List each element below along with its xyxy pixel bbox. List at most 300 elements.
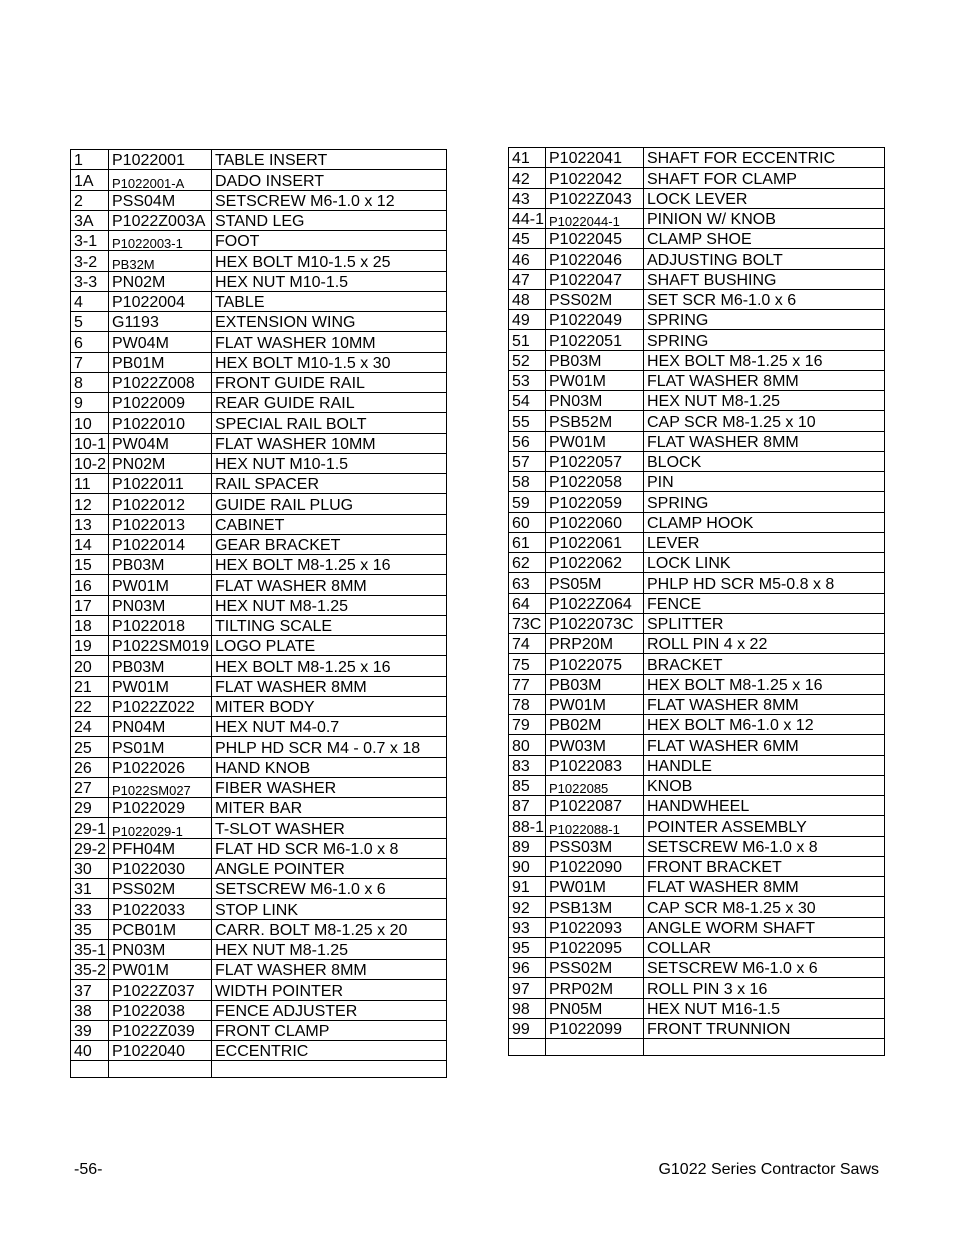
description-cell: STAND LEG xyxy=(212,210,447,230)
part-number-cell: P1022029-1 xyxy=(109,818,212,838)
empty-cell xyxy=(71,1061,109,1078)
table-row xyxy=(71,676,447,696)
table-row xyxy=(71,980,447,1000)
table-row xyxy=(71,271,447,291)
ref-number-cell: 56 xyxy=(509,431,546,451)
ref-number-cell: 40 xyxy=(71,1041,109,1061)
part-number-cell: P1022014 xyxy=(109,534,212,554)
description-cell: T-SLOT WASHER xyxy=(212,818,447,838)
ref-number-cell: 15 xyxy=(71,555,109,575)
part-number-cell: P1022026 xyxy=(109,757,212,777)
table-row xyxy=(71,899,447,919)
description-cell: BLOCK xyxy=(644,451,885,471)
table-row xyxy=(509,350,885,370)
table-row xyxy=(71,636,447,656)
table-row xyxy=(509,836,885,856)
ref-number-cell: 90 xyxy=(509,856,546,876)
part-number-cell: PSB13M xyxy=(546,897,644,917)
description-cell: PINION W/ KNOB xyxy=(644,208,885,228)
part-number-cell: PN02M xyxy=(109,271,212,291)
ref-number-cell: 24 xyxy=(71,717,109,737)
part-number-cell: P1022099 xyxy=(546,1018,644,1038)
table-row xyxy=(509,532,885,552)
description-cell: HEX NUT M8-1.25 xyxy=(212,595,447,615)
part-number-cell: PN05M xyxy=(546,998,644,1018)
part-number-cell: P1022Z043 xyxy=(546,188,644,208)
part-number-cell: P1022010 xyxy=(109,413,212,433)
part-number-cell: PW01M xyxy=(546,370,644,390)
table-row xyxy=(71,312,447,332)
ref-number-cell: 18 xyxy=(71,615,109,635)
table-row xyxy=(71,170,447,190)
description-cell: SHAFT FOR ECCENTRIC xyxy=(644,148,885,168)
table-row xyxy=(71,1041,447,1061)
part-number-cell: P1022046 xyxy=(546,249,644,269)
table-row xyxy=(509,249,885,269)
description-cell: FLAT WASHER 10MM xyxy=(212,332,447,352)
part-number-cell: G1193 xyxy=(109,312,212,332)
description-cell: HEX BOLT M10-1.5 x 25 xyxy=(212,251,447,271)
description-cell: HEX BOLT M8-1.25 x 16 xyxy=(644,674,885,694)
ref-number-cell: 59 xyxy=(509,492,546,512)
empty-cell xyxy=(509,1039,546,1056)
part-number-cell: P1022038 xyxy=(109,1000,212,1020)
table-row xyxy=(71,757,447,777)
table-row xyxy=(71,1000,447,1020)
part-number-cell: P1022009 xyxy=(109,393,212,413)
part-number-cell: P1022041 xyxy=(546,148,644,168)
description-cell: POINTER ASSEMBLY xyxy=(644,816,885,836)
description-cell: SET SCR M6-1.0 x 6 xyxy=(644,289,885,309)
part-number-cell: PSS03M xyxy=(546,836,644,856)
ref-number-cell: 6 xyxy=(71,332,109,352)
description-cell: FLAT WASHER 8MM xyxy=(212,676,447,696)
ref-number-cell: 77 xyxy=(509,674,546,694)
ref-number-cell: 20 xyxy=(71,656,109,676)
ref-number-cell: 79 xyxy=(509,715,546,735)
part-number-cell: P1022003-1 xyxy=(109,231,212,251)
ref-number-cell: 47 xyxy=(509,269,546,289)
description-cell: SETSCREW M6-1.0 x 8 xyxy=(644,836,885,856)
description-cell: MITER BODY xyxy=(212,696,447,716)
description-cell: FLAT WASHER 8MM xyxy=(212,575,447,595)
part-number-cell: P1022059 xyxy=(546,492,644,512)
ref-number-cell: 60 xyxy=(509,512,546,532)
description-cell: FOOT xyxy=(212,231,447,251)
table-row xyxy=(71,960,447,980)
part-number-cell: P1022011 xyxy=(109,474,212,494)
part-number-cell: PW03M xyxy=(546,735,644,755)
part-number-cell: P1022060 xyxy=(546,512,644,532)
ref-number-cell: 64 xyxy=(509,593,546,613)
ref-number-cell: 26 xyxy=(71,757,109,777)
description-cell: HEX NUT M10-1.5 xyxy=(212,271,447,291)
part-number-cell: P1022045 xyxy=(546,229,644,249)
description-cell: FLAT WASHER 8MM xyxy=(644,877,885,897)
part-number-cell: P1022018 xyxy=(109,615,212,635)
part-number-cell: P1022013 xyxy=(109,514,212,534)
description-cell: HEX NUT M8-1.25 xyxy=(212,939,447,959)
part-number-cell: PN03M xyxy=(546,391,644,411)
part-number-cell: P1022062 xyxy=(546,553,644,573)
ref-number-cell: 46 xyxy=(509,249,546,269)
part-number-cell: P1022012 xyxy=(109,494,212,514)
empty-cell xyxy=(546,1039,644,1056)
ref-number-cell: 3-1 xyxy=(71,231,109,251)
ref-number-cell: 57 xyxy=(509,451,546,471)
table-row xyxy=(509,1018,885,1038)
description-cell: SPRING xyxy=(644,330,885,350)
description-cell: RAIL SPACER xyxy=(212,474,447,494)
table-row xyxy=(71,858,447,878)
description-cell: CARR. BOLT M8-1.25 x 20 xyxy=(212,919,447,939)
description-cell: CLAMP HOOK xyxy=(644,512,885,532)
table-row xyxy=(71,372,447,392)
ref-number-cell: 58 xyxy=(509,472,546,492)
description-cell: HAND KNOB xyxy=(212,757,447,777)
ref-number-cell: 9 xyxy=(71,393,109,413)
table-row xyxy=(509,634,885,654)
part-number-cell: P1022033 xyxy=(109,899,212,919)
description-cell: BRACKET xyxy=(644,654,885,674)
ref-number-cell: 92 xyxy=(509,897,546,917)
table-row xyxy=(509,492,885,512)
table-row xyxy=(71,352,447,372)
ref-number-cell: 99 xyxy=(509,1018,546,1038)
table-row xyxy=(71,150,447,170)
parts-list-table-right xyxy=(508,147,885,1056)
ref-number-cell: 78 xyxy=(509,694,546,714)
description-cell: KNOB xyxy=(644,775,885,795)
description-cell: STOP LINK xyxy=(212,899,447,919)
part-number-cell: P1022Z039 xyxy=(109,1020,212,1040)
part-number-cell: P1022040 xyxy=(109,1041,212,1061)
ref-number-cell: 83 xyxy=(509,755,546,775)
part-number-cell: P1022004 xyxy=(109,291,212,311)
description-cell: ANGLE POINTER xyxy=(212,858,447,878)
part-number-cell: PW04M xyxy=(109,332,212,352)
description-cell: ANGLE WORM SHAFT xyxy=(644,917,885,937)
ref-number-cell: 89 xyxy=(509,836,546,856)
ref-number-cell: 27 xyxy=(71,777,109,797)
document-title: G1022 Series Contractor Saws xyxy=(658,1161,879,1178)
part-number-cell: P1022Z022 xyxy=(109,696,212,716)
description-cell: PIN xyxy=(644,472,885,492)
description-cell: EXTENSION WING xyxy=(212,312,447,332)
description-cell: HEX BOLT M8-1.25 x 16 xyxy=(212,656,447,676)
part-number-cell: P1022042 xyxy=(546,168,644,188)
part-number-cell: P1022057 xyxy=(546,451,644,471)
part-number-cell: PS01M xyxy=(109,737,212,757)
ref-number-cell: 51 xyxy=(509,330,546,350)
description-cell: LOGO PLATE xyxy=(212,636,447,656)
ref-number-cell: 91 xyxy=(509,877,546,897)
part-number-cell: P1022075 xyxy=(546,654,644,674)
part-number-cell: P1022073C xyxy=(546,613,644,633)
part-number-cell: PSS02M xyxy=(546,289,644,309)
part-number-cell: P1022058 xyxy=(546,472,644,492)
table-row xyxy=(509,897,885,917)
description-cell: MITER BAR xyxy=(212,798,447,818)
ref-number-cell: 10 xyxy=(71,413,109,433)
part-number-cell: PSS02M xyxy=(546,958,644,978)
table-row xyxy=(71,1020,447,1040)
part-number-cell: P1022049 xyxy=(546,310,644,330)
ref-number-cell: 19 xyxy=(71,636,109,656)
ref-number-cell: 55 xyxy=(509,411,546,431)
ref-number-cell: 61 xyxy=(509,532,546,552)
ref-number-cell: 21 xyxy=(71,676,109,696)
ref-number-cell: 85 xyxy=(509,775,546,795)
table-row xyxy=(71,474,447,494)
ref-number-cell: 10-1 xyxy=(71,433,109,453)
description-cell: HEX NUT M16-1.5 xyxy=(644,998,885,1018)
part-number-cell: PSS04M xyxy=(109,190,212,210)
description-cell: GEAR BRACKET xyxy=(212,534,447,554)
description-cell: FIBER WASHER xyxy=(212,777,447,797)
ref-number-cell: 17 xyxy=(71,595,109,615)
description-cell: FLAT HD SCR M6-1.0 x 8 xyxy=(212,838,447,858)
table-row xyxy=(71,332,447,352)
part-number-cell: P1022093 xyxy=(546,917,644,937)
part-number-cell: PB01M xyxy=(109,352,212,372)
part-number-cell: P1022029 xyxy=(109,798,212,818)
part-number-cell: PN03M xyxy=(109,939,212,959)
table-row xyxy=(509,978,885,998)
description-cell: FENCE ADJUSTER xyxy=(212,1000,447,1020)
ref-number-cell: 35-2 xyxy=(71,960,109,980)
ref-number-cell: 3-3 xyxy=(71,271,109,291)
part-number-cell: PCB01M xyxy=(109,919,212,939)
description-cell: HEX BOLT M8-1.25 x 16 xyxy=(212,555,447,575)
part-number-cell: P1022Z008 xyxy=(109,372,212,392)
description-cell: ROLL PIN 3 x 16 xyxy=(644,978,885,998)
description-cell: LOCK LEVER xyxy=(644,188,885,208)
part-number-cell: P1022051 xyxy=(546,330,644,350)
ref-number-cell: 13 xyxy=(71,514,109,534)
description-cell: WIDTH POINTER xyxy=(212,980,447,1000)
table-row xyxy=(509,816,885,836)
table-row xyxy=(509,431,885,451)
description-cell: CABINET xyxy=(212,514,447,534)
table-row xyxy=(71,777,447,797)
ref-number-cell: 63 xyxy=(509,573,546,593)
ref-number-cell: 14 xyxy=(71,534,109,554)
description-cell: SHAFT BUSHING xyxy=(644,269,885,289)
parts-list-table-left xyxy=(70,149,447,1078)
description-cell: SPECIAL RAIL BOLT xyxy=(212,413,447,433)
ref-number-cell: 62 xyxy=(509,553,546,573)
table-row xyxy=(71,291,447,311)
table-row xyxy=(509,451,885,471)
table-row xyxy=(71,494,447,514)
ref-number-cell: 43 xyxy=(509,188,546,208)
table-row xyxy=(71,453,447,473)
ref-number-cell: 11 xyxy=(71,474,109,494)
table-row xyxy=(509,715,885,735)
ref-number-cell: 53 xyxy=(509,370,546,390)
description-cell: HEX NUT M8-1.25 xyxy=(644,391,885,411)
ref-number-cell: 10-2 xyxy=(71,453,109,473)
part-number-cell: PFH04M xyxy=(109,838,212,858)
part-number-cell: P1022001-A xyxy=(109,170,212,190)
part-number-cell: P1022090 xyxy=(546,856,644,876)
ref-number-cell: 98 xyxy=(509,998,546,1018)
table-row xyxy=(71,231,447,251)
description-cell: FLAT WASHER 8MM xyxy=(644,431,885,451)
ref-number-cell: 3A xyxy=(71,210,109,230)
ref-number-cell: 49 xyxy=(509,310,546,330)
ref-number-cell: 30 xyxy=(71,858,109,878)
ref-number-cell: 80 xyxy=(509,735,546,755)
table-row xyxy=(509,512,885,532)
table-row xyxy=(509,391,885,411)
description-cell: HANDWHEEL xyxy=(644,796,885,816)
table-row xyxy=(509,613,885,633)
description-cell: CAP SCR M8-1.25 x 30 xyxy=(644,897,885,917)
table-row xyxy=(509,796,885,816)
description-cell: FRONT CLAMP xyxy=(212,1020,447,1040)
table-row xyxy=(71,919,447,939)
ref-number-cell: 31 xyxy=(71,879,109,899)
part-number-cell: P1022083 xyxy=(546,755,644,775)
ref-number-cell: 87 xyxy=(509,796,546,816)
description-cell: REAR GUIDE RAIL xyxy=(212,393,447,413)
part-number-cell: PSB52M xyxy=(546,411,644,431)
table-row xyxy=(71,210,447,230)
part-number-cell: PSS02M xyxy=(109,879,212,899)
part-number-cell: P1022088-1 xyxy=(546,816,644,836)
ref-number-cell: 2 xyxy=(71,190,109,210)
part-number-cell: P1022SM019 xyxy=(109,636,212,656)
description-cell: ADJUSTING BOLT xyxy=(644,249,885,269)
table-row xyxy=(509,553,885,573)
part-number-cell: PW01M xyxy=(546,431,644,451)
description-cell: ECCENTRIC xyxy=(212,1041,447,1061)
table-row xyxy=(71,393,447,413)
description-cell: FRONT TRUNNION xyxy=(644,1018,885,1038)
table-row xyxy=(509,148,885,168)
table-row xyxy=(509,310,885,330)
ref-number-cell: 96 xyxy=(509,958,546,978)
description-cell: CAP SCR M8-1.25 x 10 xyxy=(644,411,885,431)
table-row xyxy=(509,188,885,208)
ref-number-cell: 73C xyxy=(509,613,546,633)
description-cell: HANDLE xyxy=(644,755,885,775)
part-number-cell: PRP02M xyxy=(546,978,644,998)
table-row xyxy=(71,433,447,453)
part-number-cell: PN04M xyxy=(109,717,212,737)
part-number-cell: PB03M xyxy=(109,656,212,676)
ref-number-cell: 75 xyxy=(509,654,546,674)
table-row xyxy=(509,856,885,876)
table-row xyxy=(509,674,885,694)
table-row-empty xyxy=(509,1039,885,1056)
ref-number-cell: 42 xyxy=(509,168,546,188)
table-row xyxy=(71,717,447,737)
ref-number-cell: 7 xyxy=(71,352,109,372)
description-cell: FLAT WASHER 8MM xyxy=(212,960,447,980)
part-number-cell: P1022Z003A xyxy=(109,210,212,230)
ref-number-cell: 37 xyxy=(71,980,109,1000)
part-number-cell: P1022001 xyxy=(109,150,212,170)
ref-number-cell: 1 xyxy=(71,150,109,170)
table-row xyxy=(509,755,885,775)
table-row xyxy=(509,370,885,390)
description-cell: HEX BOLT M10-1.5 x 30 xyxy=(212,352,447,372)
ref-number-cell: 88-1 xyxy=(509,816,546,836)
ref-number-cell: 16 xyxy=(71,575,109,595)
table-row xyxy=(509,573,885,593)
table-row xyxy=(509,958,885,978)
ref-number-cell: 38 xyxy=(71,1000,109,1020)
description-cell: DADO INSERT xyxy=(212,170,447,190)
part-number-cell: P1022095 xyxy=(546,937,644,957)
part-number-cell: P1022Z037 xyxy=(109,980,212,1000)
part-number-cell: PB03M xyxy=(546,350,644,370)
description-cell: TABLE xyxy=(212,291,447,311)
description-cell: LEVER xyxy=(644,532,885,552)
ref-number-cell: 35 xyxy=(71,919,109,939)
table-row xyxy=(71,798,447,818)
table-row xyxy=(71,879,447,899)
part-number-cell: P1022SM027 xyxy=(109,777,212,797)
table-row xyxy=(509,229,885,249)
table-row xyxy=(71,575,447,595)
table-row xyxy=(71,818,447,838)
table-row xyxy=(71,838,447,858)
part-number-cell: P1022044-1 xyxy=(546,208,644,228)
table-row xyxy=(509,877,885,897)
table-row xyxy=(509,775,885,795)
ref-number-cell: 97 xyxy=(509,978,546,998)
table-row xyxy=(509,168,885,188)
part-number-cell: PW01M xyxy=(109,575,212,595)
table-row xyxy=(509,654,885,674)
table-row xyxy=(509,937,885,957)
description-cell: FLAT WASHER 8MM xyxy=(644,370,885,390)
description-cell: FRONT GUIDE RAIL xyxy=(212,372,447,392)
description-cell: FLAT WASHER 8MM xyxy=(644,694,885,714)
ref-number-cell: 39 xyxy=(71,1020,109,1040)
part-number-cell: P1022030 xyxy=(109,858,212,878)
part-number-cell: PW01M xyxy=(546,877,644,897)
part-number-cell: PW01M xyxy=(546,694,644,714)
table-row xyxy=(71,656,447,676)
table-row xyxy=(71,737,447,757)
description-cell: SETSCREW M6-1.0 x 6 xyxy=(212,879,447,899)
table-row xyxy=(71,555,447,575)
ref-number-cell: 12 xyxy=(71,494,109,514)
ref-number-cell: 3-2 xyxy=(71,251,109,271)
table-row xyxy=(71,534,447,554)
part-number-cell: P1022061 xyxy=(546,532,644,552)
description-cell: FLAT WASHER 10MM xyxy=(212,433,447,453)
part-number-cell: PB03M xyxy=(546,674,644,694)
ref-number-cell: 52 xyxy=(509,350,546,370)
ref-number-cell: 48 xyxy=(509,289,546,309)
part-number-cell: PS05M xyxy=(546,573,644,593)
ref-number-cell: 95 xyxy=(509,937,546,957)
table-row xyxy=(509,694,885,714)
description-cell: CLAMP SHOE xyxy=(644,229,885,249)
parts-list-body-right xyxy=(509,148,885,1056)
description-cell: SPRING xyxy=(644,310,885,330)
description-cell: HEX BOLT M6-1.0 x 12 xyxy=(644,715,885,735)
table-row xyxy=(509,472,885,492)
ref-number-cell: 1A xyxy=(71,170,109,190)
table-row xyxy=(71,251,447,271)
